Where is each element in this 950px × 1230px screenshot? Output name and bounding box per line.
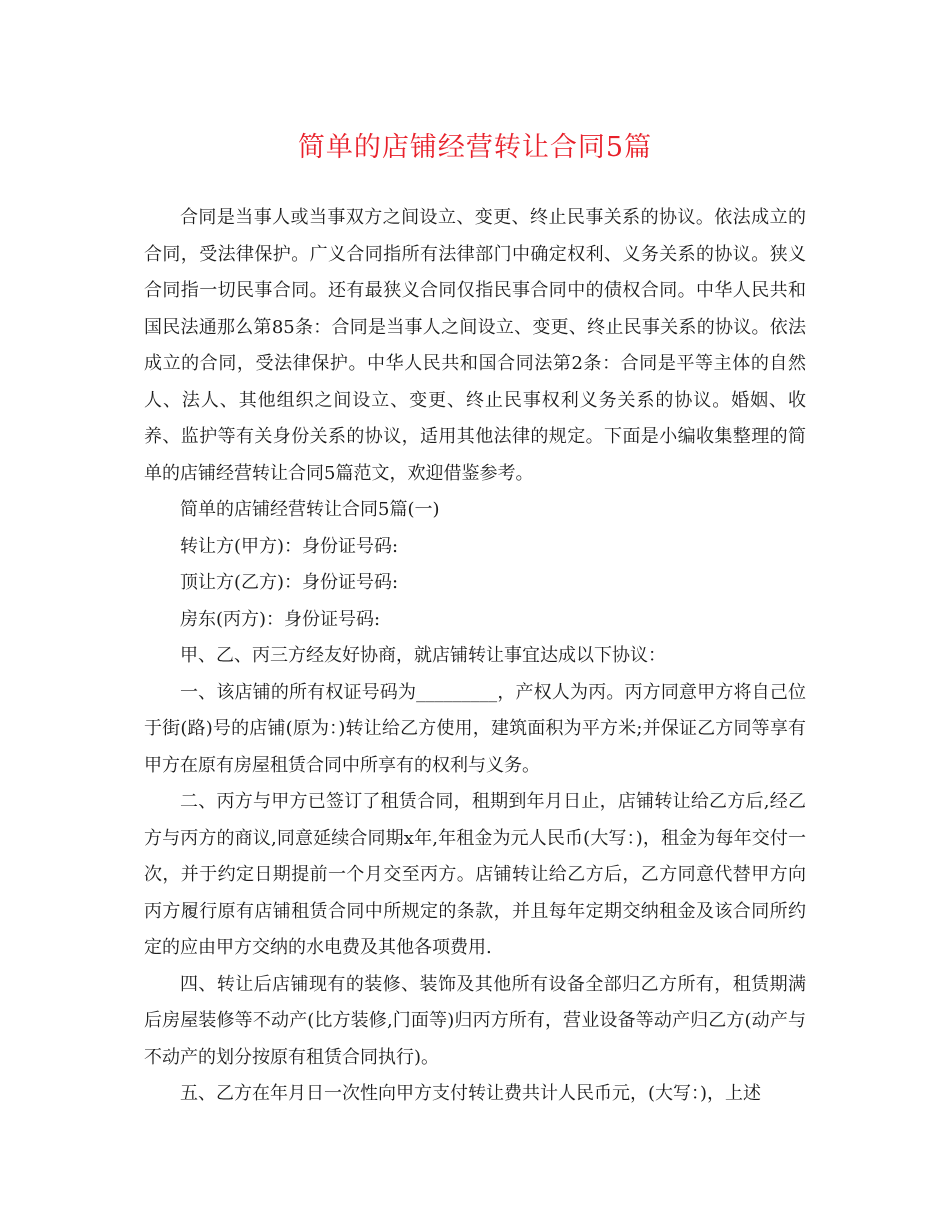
party-b-line: 顶让方(乙方)：身份证号码: — [180, 572, 399, 593]
clause-5: 五、乙方在年月日一次性向甲方支付转让费共计人民币元，(大写：)，上述 — [180, 1083, 762, 1104]
party-a-line: 转让方(甲方)：身份证号码: — [180, 535, 399, 557]
agreement-intro: 甲、乙、丙三方经友好协商，就店铺转让事宜达成以下协议： — [180, 645, 666, 666]
document-title: 简单的店铺经营转让合同5篇 — [297, 132, 653, 163]
document-body — [144, 200, 806, 1113]
clause-4: 四、转让后店铺现有的装修、装饰及其他所有设备全部归乙方所有，租赁期满后房屋装修等不动产(比方装修,门面等)归丙方所有，营业设备等动产归乙方(动产与不动产的划分按原有租赁合同执行)。 — [144, 973, 806, 1068]
clause-1: 一、该店铺的所有权证号码为_________，产权人为丙。丙方同意甲方将自己位于街(路)号的店铺(原为：)转让给乙方使用，建筑面积为平方米;并保证乙方同等享有甲方在原有房屋租赁合同中所享有的权利与义务。 — [144, 681, 806, 776]
section-heading: 简单的店铺经营转让合同5篇(一) — [180, 499, 440, 520]
party-c-line: 房东(丙方)：身份证号码: — [180, 608, 381, 630]
intro-paragraph: 合同是当事人或当事双方之间设立、变更、终止民事关系的协议。依法成立的合同，受法律保护。广义合同指所有法律部门中确定权利、义务关系的协议。狭义合同指一切民事合同。还有最狭义合同仅指民事合同中的债权合同。中华人民共和国民法通那么第85条：合同是当事人之间设立、变更、终止民事关系的协议。依法成立的合同，受法律保护。中华人民共和国合同法第2条：合同是平等主体的自然人、法人、其他组织之间设立、变更、终止民事权利义务关系的协议。婚姻、收养、监护等有关身份关系的协议，适用其他法律的规定。下面是小编收集整理的简单的店铺经营转让合同5篇范文，欢迎借鉴参考。 — [144, 207, 806, 484]
clause-2: 二、丙方与甲方已签订了租赁合同，租期到年月日止，店铺转让给乙方后,经乙方与丙方的商议,同意延续合同期x年,年租金为元人民币(大写：)，租金为每年交付一次，并于约定日期提前一个月交至丙方。店铺转让给乙方后，乙方同意代替甲方向丙方履行原有店铺租赁合同中所规定的条款，并且每年定期交纳租金及该合同所约定的应由甲方交纳的水电费及其他各项费用. — [144, 791, 806, 958]
